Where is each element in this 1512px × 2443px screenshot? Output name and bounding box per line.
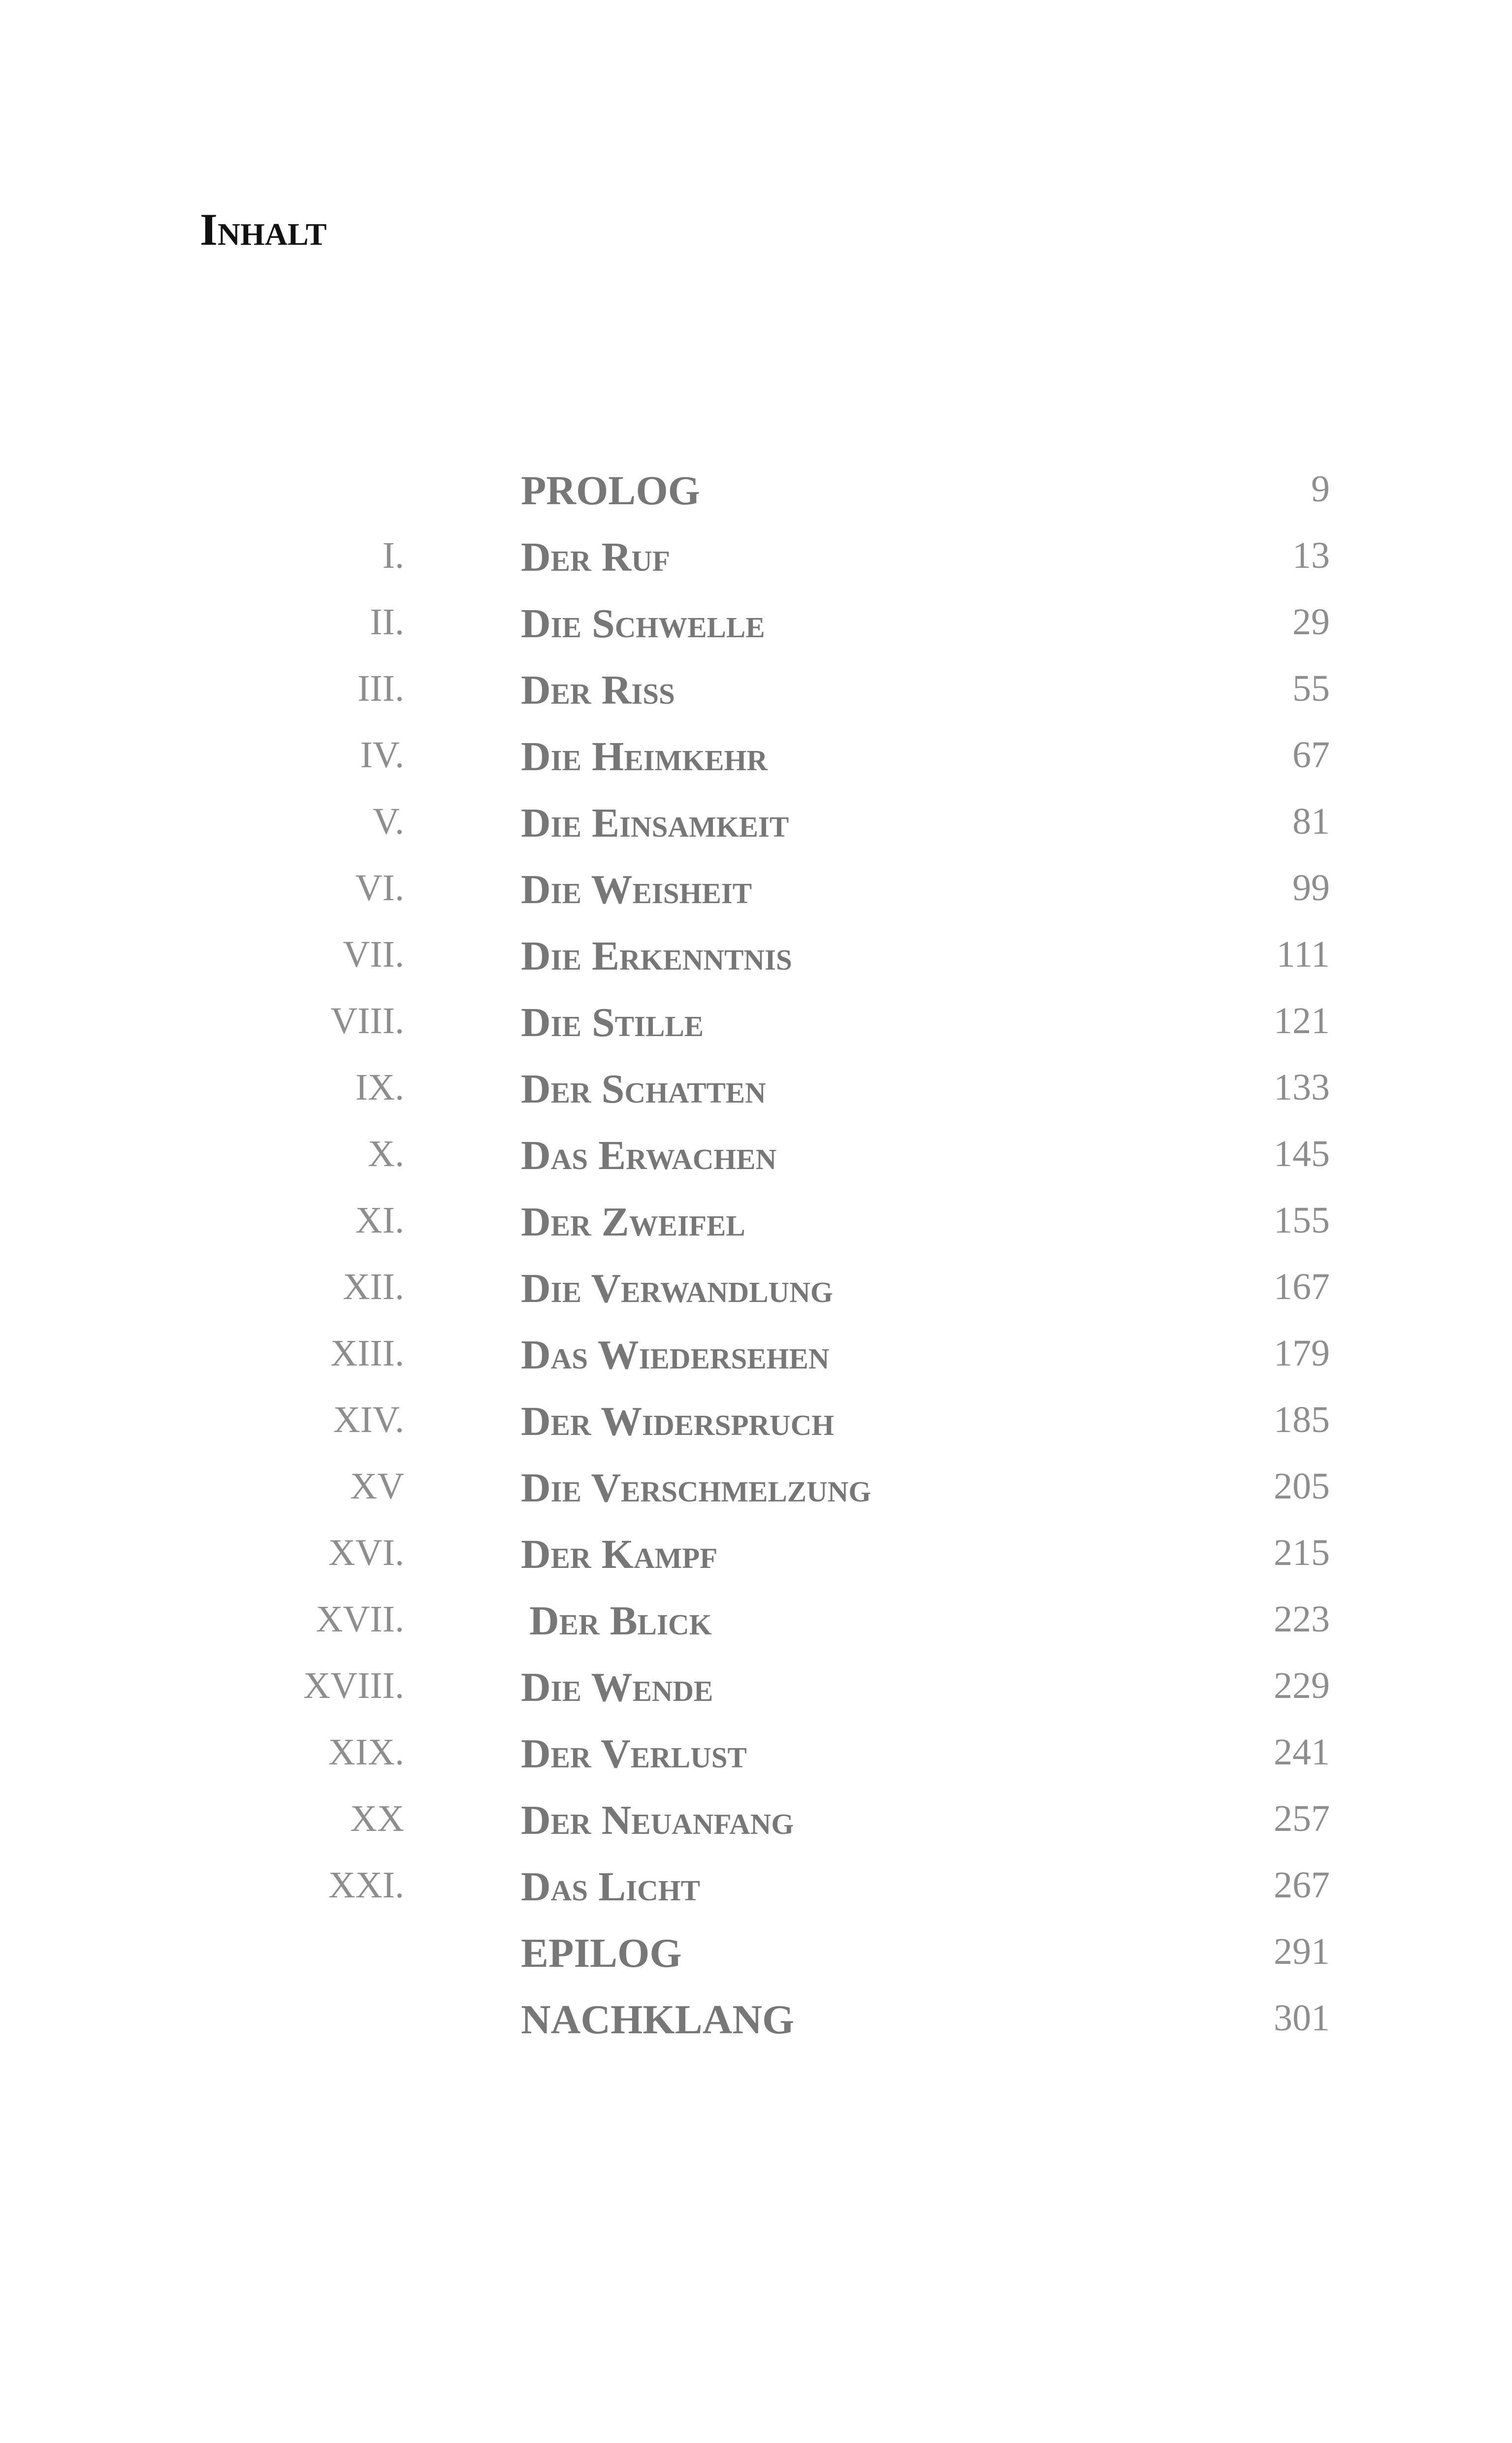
chapter-numeral: XIX. xyxy=(328,1731,404,1773)
chapter-title: Die Verwandlung xyxy=(521,1266,833,1311)
toc-entry xyxy=(0,1199,1512,1268)
chapter-title: Die Schwelle xyxy=(521,601,765,647)
page-number: 179 xyxy=(1274,1333,1330,1374)
chapter-title: Der Kampf xyxy=(521,1531,718,1577)
toc-entry xyxy=(0,1600,1512,1667)
toc-entry xyxy=(0,1531,1512,1600)
chapter-title: Das Licht xyxy=(521,1864,700,1910)
page-number: 291 xyxy=(1274,1931,1330,1972)
page-number: 205 xyxy=(1274,1466,1330,1507)
toc-entry xyxy=(0,1002,1512,1069)
chapter-title: Der Blick xyxy=(529,1598,712,1644)
chapter-numeral: XV xyxy=(350,1466,404,1507)
toc-entry xyxy=(0,470,1512,537)
chapter-title: Die Wende xyxy=(521,1664,713,1710)
chapter-numeral: XX xyxy=(350,1798,404,1839)
page-number: 9 xyxy=(1311,468,1330,510)
chapter-numeral: IX. xyxy=(355,1067,404,1108)
chapter-title: Die Erkenntnis xyxy=(521,933,792,979)
chapter-numeral: X. xyxy=(368,1133,404,1174)
chapter-title: Die Einsamkeit xyxy=(521,800,789,846)
chapter-title: Der Verlust xyxy=(521,1731,747,1777)
chapter-numeral: XXI. xyxy=(328,1864,404,1906)
toc-entry xyxy=(0,1797,1512,1866)
page-number: 99 xyxy=(1292,867,1330,909)
table-of-contents xyxy=(0,470,1512,2066)
toc-entry xyxy=(0,1999,1512,2066)
chapter-title: Der Widerspruch xyxy=(521,1399,835,1444)
chapter-title: Der Neuanfang xyxy=(521,1797,794,1843)
toc-entry xyxy=(0,1135,1512,1202)
chapter-numeral: VII. xyxy=(343,934,404,975)
chapter-title: Der Riss xyxy=(521,667,675,713)
toc-entry xyxy=(0,869,1512,936)
page-number: 229 xyxy=(1274,1665,1330,1706)
toc-entry xyxy=(0,1930,1512,1999)
toc-entry xyxy=(0,1733,1512,1800)
chapter-title: Die Heimkehr xyxy=(521,734,768,780)
chapter-numeral: XII. xyxy=(343,1266,404,1307)
chapter-title: Der Ruf xyxy=(521,534,670,580)
chapter-title: Die Verschmelzung xyxy=(521,1465,871,1511)
chapter-numeral: II. xyxy=(370,601,404,643)
page-number: 133 xyxy=(1274,1067,1330,1108)
toc-entry xyxy=(0,933,1512,1002)
chapter-numeral: V. xyxy=(372,801,404,842)
chapter-numeral: I. xyxy=(382,535,404,576)
chapter-title: Die Stille xyxy=(521,1000,704,1045)
page-number: 145 xyxy=(1274,1133,1330,1174)
toc-entry xyxy=(0,1332,1512,1401)
page-number: 111 xyxy=(1276,934,1330,975)
chapter-numeral: VIII. xyxy=(330,1000,404,1042)
toc-entry xyxy=(0,603,1512,670)
page-number: 267 xyxy=(1274,1864,1330,1906)
page-number: 167 xyxy=(1274,1266,1330,1307)
page-number: 81 xyxy=(1292,801,1330,842)
page-number: 67 xyxy=(1292,734,1330,776)
page-number: 241 xyxy=(1274,1731,1330,1773)
chapter-numeral: XI. xyxy=(355,1200,404,1241)
toc-entry xyxy=(0,1664,1512,1733)
chapter-numeral: XIV. xyxy=(333,1399,404,1440)
chapter-numeral: XIII. xyxy=(330,1333,404,1374)
chapter-numeral: XVIII. xyxy=(303,1665,404,1706)
page-number: 185 xyxy=(1274,1399,1330,1440)
page-number: 29 xyxy=(1292,601,1330,643)
toc-entry xyxy=(0,800,1512,869)
chapter-numeral: IV. xyxy=(360,734,404,776)
page-number: 223 xyxy=(1274,1598,1330,1640)
chapter-title: EPILOG xyxy=(521,1930,682,1976)
chapter-title: NACHKLANG xyxy=(521,1997,795,2043)
page-title: Inhalt xyxy=(200,204,327,255)
page-number: 257 xyxy=(1274,1798,1330,1839)
page-number: 155 xyxy=(1274,1200,1330,1241)
toc-entry xyxy=(0,667,1512,736)
page-number: 301 xyxy=(1274,1997,1330,2039)
toc-entry xyxy=(0,736,1512,803)
chapter-numeral: VI. xyxy=(355,867,404,909)
toc-entry xyxy=(0,1866,1512,1933)
page-number: 121 xyxy=(1274,1000,1330,1042)
chapter-title: Die Weisheit xyxy=(521,867,752,912)
toc-entry xyxy=(0,1467,1512,1534)
page-number: 13 xyxy=(1292,535,1330,576)
chapter-numeral: XVI. xyxy=(328,1532,404,1573)
chapter-title: Der Schatten xyxy=(521,1066,766,1112)
toc-entry xyxy=(0,1268,1512,1335)
toc-entry xyxy=(0,534,1512,603)
page-number: 215 xyxy=(1274,1532,1330,1573)
toc-entry xyxy=(0,1401,1512,1467)
chapter-numeral: XVII. xyxy=(316,1598,404,1640)
toc-entry xyxy=(0,1066,1512,1135)
chapter-title: Das Wiedersehen xyxy=(521,1332,830,1378)
chapter-numeral: III. xyxy=(357,668,404,709)
chapter-title: Das Erwachen xyxy=(521,1133,777,1178)
page-number: 55 xyxy=(1292,668,1330,709)
chapter-title: Der Zweifel xyxy=(521,1199,745,1245)
chapter-title: PROLOG xyxy=(521,468,701,514)
